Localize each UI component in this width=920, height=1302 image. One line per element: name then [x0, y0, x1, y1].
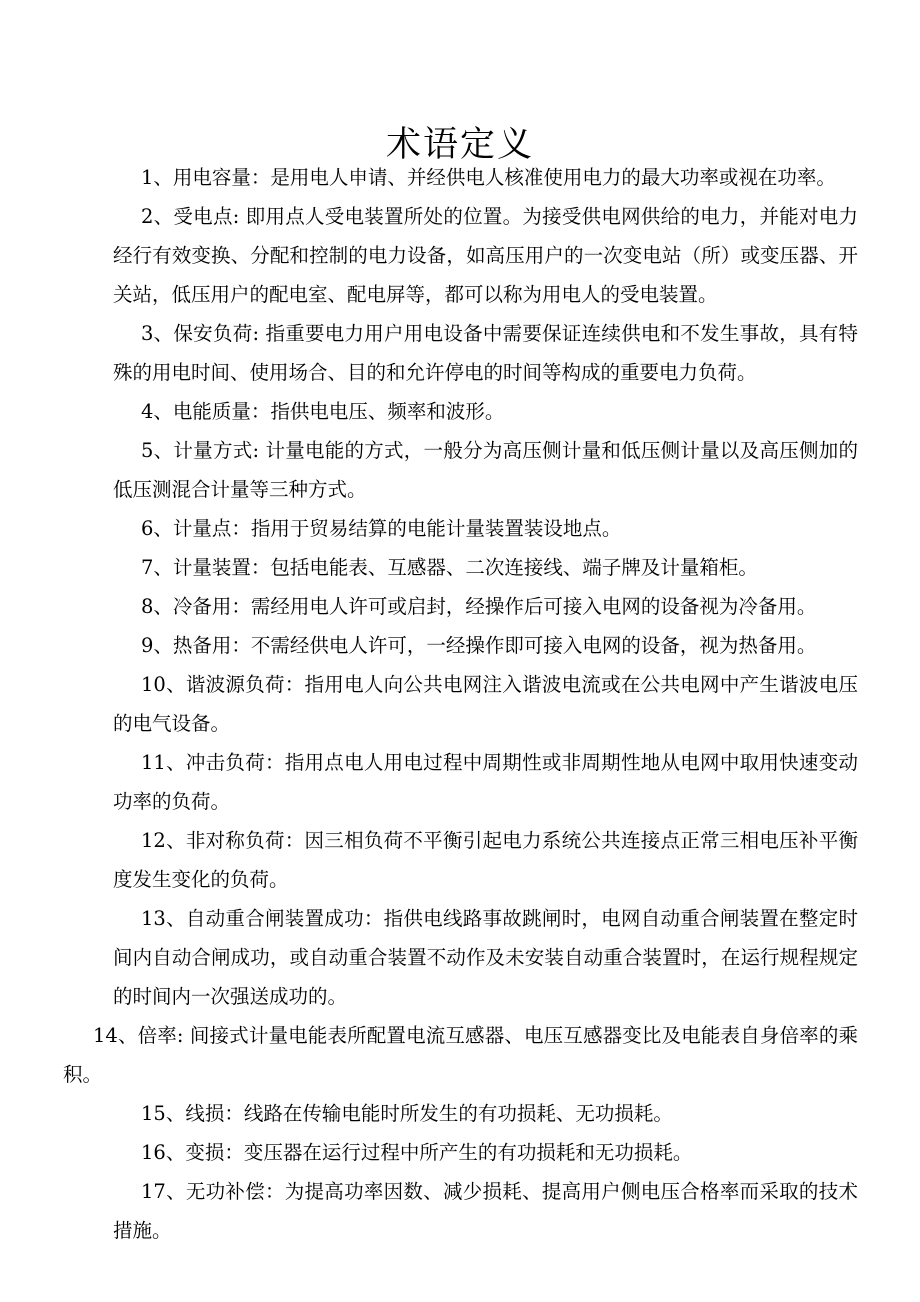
definition-item-7: 7、计量装置：包括电能表、互感器、二次连接线、端子牌及计量箱柜。: [141, 556, 758, 579]
definition-item-8: 8、冷备用：需经用电人许可或启封，经操作后可接入电网的设备视为冷备用。: [141, 595, 817, 618]
definition-item-17: 17、无功补偿：为提高功率因数、减少损耗、提高用户侧电压合格率而采取的技术措施。: [113, 1180, 858, 1242]
definition-item-4: 4、电能质量：指供电电压、频率和波形。: [141, 400, 505, 423]
definition-item-6: 6、计量点：指用于贸易结算的电能计量装置装设地点。: [141, 517, 622, 540]
definition-item-5: 5、计量方式: 计量电能的方式，一般分为高压侧计量和低压侧计量以及高压侧加的低压测混合计量等三种方式。: [113, 439, 858, 501]
definition-item-15: 15、线损：线路在传输电能时所发生的有功损耗、无功损耗。: [141, 1102, 673, 1125]
definition-item-2: 2、受电点: 即用点人受电装置所处的位置。为接受供电网供给的电力，并能对电力经行有效变换、分配和控制的电力设备，如高压用户的一次变电站（所）或变压器、开关站，低压用户的配电室、配电屏等，都可以称为用电人的受电装置。: [113, 205, 858, 306]
definition-item-13: 13、自动重合闸装置成功：指供电线路事故跳闸时，电网自动重合闸装置在整定时间内自动合闸成功，或自动重合装置不动作及未安装自动重合装置时，在运行规程规定的时间内一次强送成功的。: [113, 907, 858, 1008]
definition-item-11: 11、冲击负荷：指用点电人用电过程中周期性或非周期性地从电网中取用快速变动功率的负荷。: [113, 751, 858, 813]
page-bottom-whitespace: [0, 1160, 920, 1300]
definition-list: [63, 158, 858, 1250]
page-title: 术语定义: [385, 125, 534, 166]
definition-item-9: 9、热备用：不需经供电人许可，一经操作即可接入电网的设备，视为热备用。: [141, 634, 817, 657]
definition-item-16: 16、变损：变压器在运行过程中所产生的有功损耗和无功损耗。: [141, 1141, 693, 1164]
definition-item-3: 3、保安负荷: 指重要电力用户用电设备中需要保证连续供电和不发生事故，具有特殊的用电时间、使用场合、目的和允许停电的时间等构成的重要电力负荷。: [113, 322, 858, 384]
definition-item-14: 14、倍率: 间接式计量电能表所配置电流互感器、电压互感器变比及电能表自身倍率的乘积。: [63, 1024, 858, 1086]
definition-item-12: 12、非对称负荷：因三相负荷不平衡引起电力系统公共连接点正常三相电压补平衡度发生变化的负荷。: [113, 829, 858, 891]
definition-item-10: 10、谐波源负荷：指用电人向公共电网注入谐波电流或在公共电网中产生谐波电压的电气设备。: [113, 673, 858, 735]
definition-item-1: 1、用电容量：是用电人申请、并经供电人核准使用电力的最大功率或视在功率。: [141, 166, 836, 189]
